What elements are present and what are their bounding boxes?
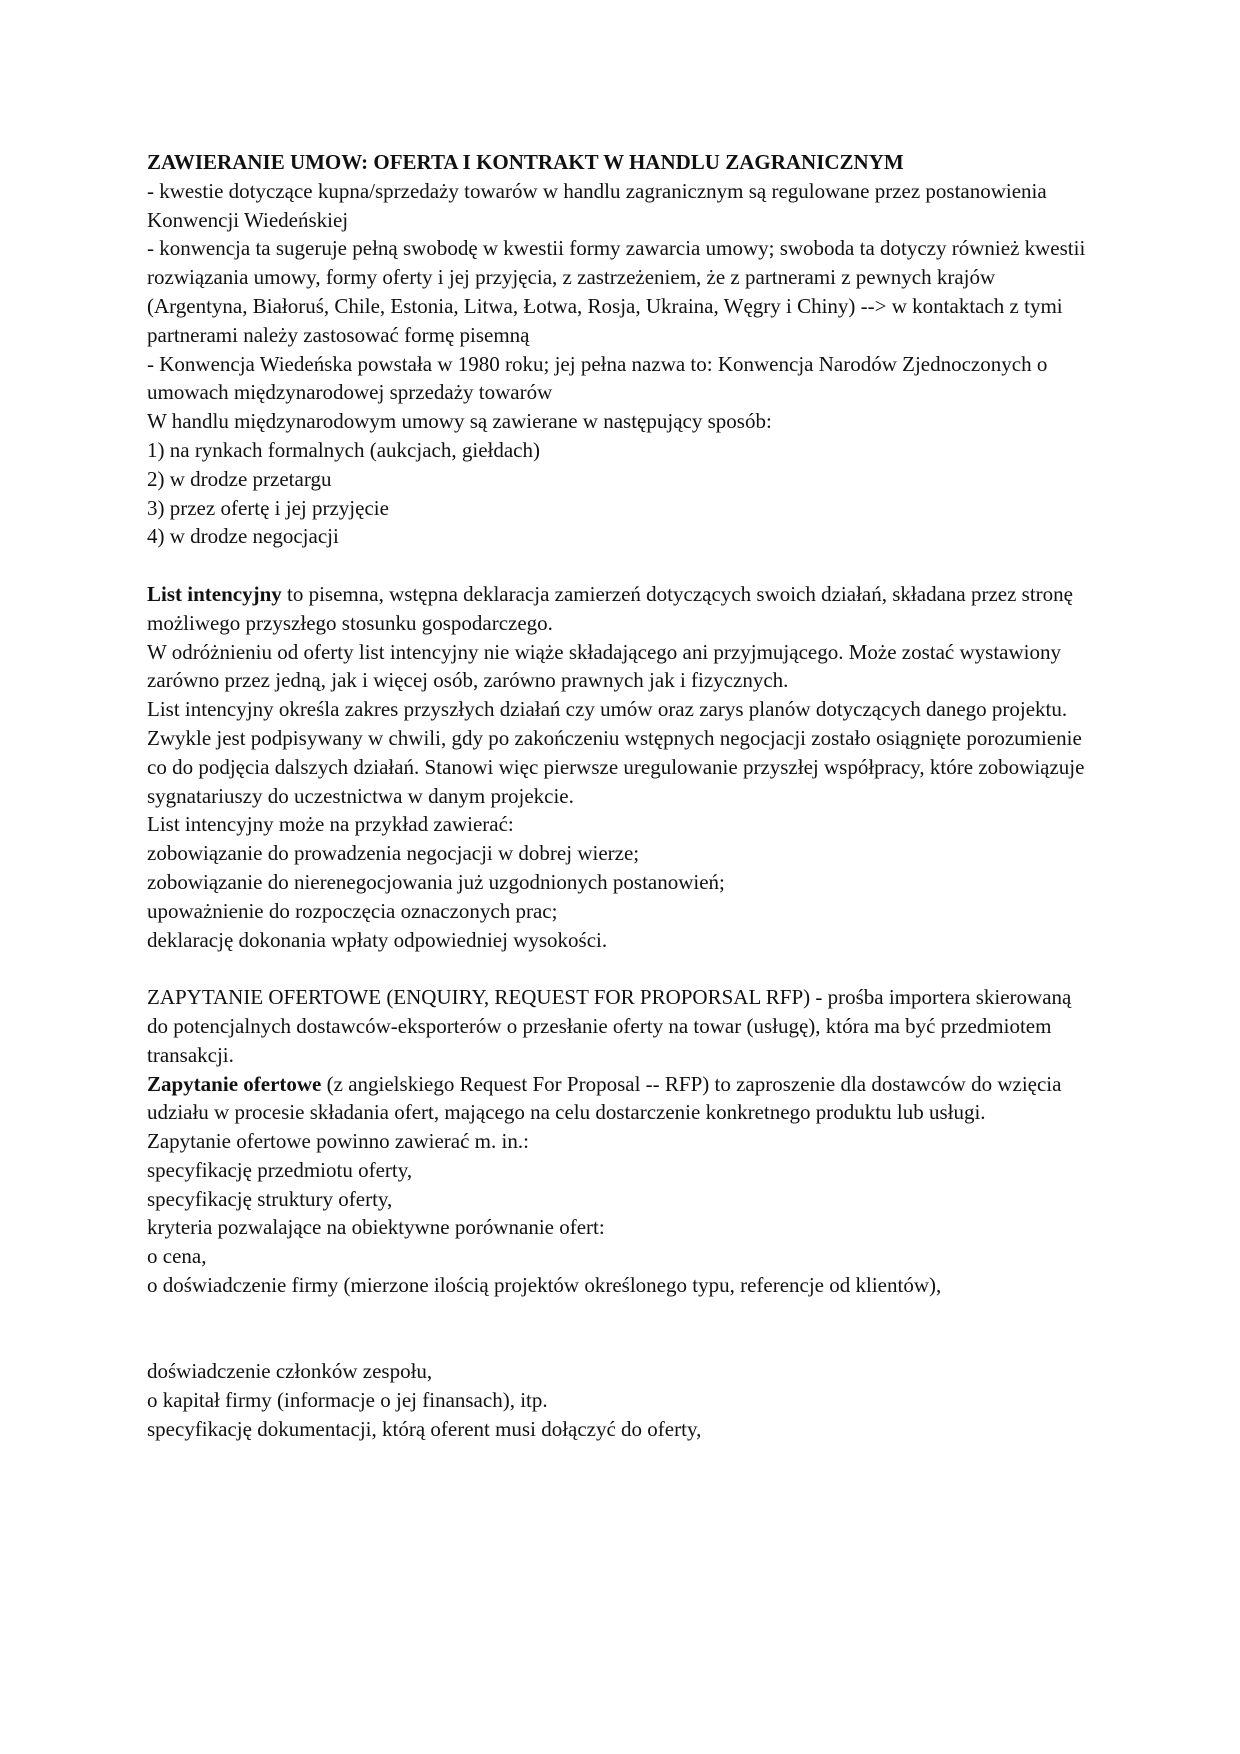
intro-paragraph-4: W handlu międzynarodowym umowy są zawierane w następujący sposób: xyxy=(147,409,772,434)
enquiry-subitem-1: o cena, xyxy=(147,1244,207,1269)
letter-of-intent-paragraph-2: List intencyjny określa zakres przyszłych działań czy umów oraz zarys planów dotyczących danego projektu. Zwykle jest podpisywany w chwili, gdy po zakończeniu wstępnych negocjacji zostało osiągnięte porozumienie co do podjęcia dalszych działań. Stanowi więc pierwsze uregulowanie przyszłej współpracy, które zobowiązuje sygnatariuszy do uczestnictwa w danym projekcie. xyxy=(147,697,1085,808)
spacer xyxy=(147,954,1092,983)
spacer xyxy=(147,551,1092,580)
list-item-3: 3) przez ofertę i jej przyjęcie xyxy=(147,495,389,520)
letter-of-intent-definition-text: to pisemna, wstępna deklaracja zamierzeń dotyczących swoich działań, składana przez stronę możliwego przyszłego stosunku gospodarczego. xyxy=(147,581,1073,635)
enquiry-definition-text: (z angielskiego Request For Proposal -- RFP) to zaproszenie dla dostawców do wzięcia udziału w procesie składania ofert, mającego na celu dostarczenie konkretnego produktu lub usługi. xyxy=(147,1071,1062,1125)
enquiry-subitem-2: o doświadczenie firmy (mierzone ilością projektów określonego typu, referencje od klientów), xyxy=(147,1273,942,1298)
enquiry-term: Zapytanie ofertowe xyxy=(147,1071,322,1096)
list-item-4: 4) w drodze negocjacji xyxy=(147,524,339,549)
letter-of-intent-item-1: zobowiązanie do prowadzenia negocjacji w dobrej wierze; xyxy=(147,841,640,866)
document-page xyxy=(147,148,1092,1444)
list-item-2: 2) w drodze przetargu xyxy=(147,466,332,491)
enquiry-continuation-3: specyfikację dokumentacji, którą oferent musi dołączyć do oferty, xyxy=(147,1417,702,1442)
document-title: ZAWIERANIE UMOW: OFERTA I KONTRAKT W HANDLU ZAGRANICZNYM xyxy=(147,150,904,174)
spacer xyxy=(147,1300,1092,1358)
list-item-1: 1) na rynkach formalnych (aukcjach, giełdach) xyxy=(147,437,540,462)
letter-of-intent-item-2: zobowiązanie do nierenegocjowania już uzgodnionych postanowień; xyxy=(147,869,725,894)
enquiry-definition xyxy=(147,1070,1092,1128)
enquiry-item-1: specyfikację przedmiotu oferty, xyxy=(147,1157,413,1182)
intro-paragraph-3: - Konwencja Wiedeńska powstała w 1980 roku; jej pełna nazwa to: Konwencja Narodów Zjednoczonych o umowach międzynarodowej sprzedaży towarów xyxy=(147,351,1048,405)
enquiry-continuation-1: doświadczenie członków zespołu, xyxy=(147,1359,433,1384)
letter-of-intent-item-4: deklarację dokonania wpłaty odpowiedniej wysokości. xyxy=(147,927,608,952)
enquiry-continuation-2: o kapitał firmy (informacje o jej finansach), itp. xyxy=(147,1388,548,1413)
letter-of-intent-paragraph-1: W odróżnieniu od oferty list intencyjny nie wiąże składającego ani przyjmującego. Może zostać wystawiony zarówno przez jedną, jak i więcej osób, zarówno prawnych jak i fizycznych. xyxy=(147,639,1061,693)
enquiry-item-2: specyfikację struktury oferty, xyxy=(147,1186,393,1211)
letter-of-intent-term: List intencyjny xyxy=(147,581,282,606)
enquiry-paragraph-1: Zapytanie ofertowe powinno zawierać m. in.: xyxy=(147,1129,529,1154)
enquiry-heading: ZAPYTANIE OFERTOWE (ENQUIRY, REQUEST FOR PROPORSAL RFP) - prośba importera skierowaną do potencjalnych dostawców-eksporterów o przesłanie oferty na towar (usługę), która ma być przedmiotem transakcji. xyxy=(147,985,1072,1067)
letter-of-intent-item-3: upoważnienie do rozpoczęcia oznaczonych prac; xyxy=(147,898,558,923)
letter-of-intent-definition xyxy=(147,580,1092,638)
intro-paragraph-1: - kwestie dotyczące kupna/sprzedaży towarów w handlu zagranicznym są regulowane przez postanowienia Konwencji Wiedeńskiej xyxy=(147,178,1047,232)
letter-of-intent-paragraph-3: List intencyjny może na przykład zawierać: xyxy=(147,812,514,837)
intro-paragraph-2: - konwencja ta sugeruje pełną swobodę w kwestii formy zawarcia umowy; swoboda ta dotyczy również kwestii rozwiązania umowy, formy oferty i jej przyjęcia, z zastrzeżeniem, że z partnerami z pewnych krajów (Argentyna, Białoruś, Chile, Estonia, Litwa, Łotwa, Rosja, Ukraina, Węgry i Chiny) --> w kontaktach z tymi partnerami należy zastosować formę pisemną xyxy=(147,236,1086,347)
enquiry-item-3: kryteria pozwalające na obiektywne porównanie ofert: xyxy=(147,1215,605,1240)
